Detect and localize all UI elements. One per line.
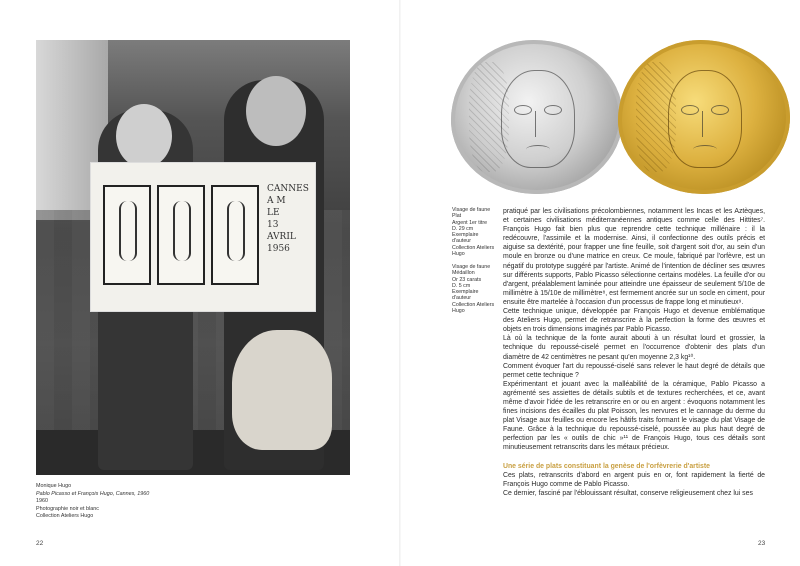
poster-text-line: CANNES xyxy=(267,184,309,194)
page-number-left: 22 xyxy=(36,540,44,547)
mouth xyxy=(693,145,717,154)
poster-panel xyxy=(157,185,205,285)
photo-caption xyxy=(36,483,236,521)
book-gutter xyxy=(399,0,401,566)
eye xyxy=(514,105,532,115)
poster-text-line: 13 xyxy=(267,220,279,230)
nose xyxy=(535,111,540,137)
faun-face xyxy=(501,70,575,168)
poster-figure xyxy=(173,201,191,261)
caption-line: Argent 1er titre xyxy=(452,219,488,226)
poster-text-line: AVRIL xyxy=(267,232,296,242)
caption-line: 1960 xyxy=(36,498,48,505)
caption-line: Plat xyxy=(452,213,462,220)
section-heading: Une série de plats constituant la genèse de l'orfèvrerie d'artiste xyxy=(503,462,711,470)
caption-line: Exemplaire xyxy=(452,232,479,239)
mouth xyxy=(526,145,550,154)
archival-photograph xyxy=(36,40,350,475)
body-text xyxy=(503,207,765,498)
body-paragraph: Ce dernier, fasciné par l'éblouissant résultat, conserve religieusement chez lui ses xyxy=(503,489,753,497)
head xyxy=(116,104,172,168)
caption-line: Collection Ateliers xyxy=(452,244,495,251)
caption-line: Hugo xyxy=(452,251,465,258)
faun-face xyxy=(668,70,742,168)
poster-figure xyxy=(119,201,137,261)
caption-line: Collection Ateliers Hugo xyxy=(36,513,94,520)
body-paragraph: pratiqué par les civilisations précolombiennes, notamment les Incas et les Aztèques, et certaines civilisations méditerranéennes antiques comme celle des Hittites⁷. François Hugo fait bien plus que reprendre cette technique millénaire : il la redécouvre, l'assimile et la modernise. Ainsi, il confectionne des outils précis et aiguise sa dextérité, pour frapper une fine feuille, soit d'argent soit d'or, au sein d'un moule en bronze ou d'une matrice en creux. Ce moule, fabriqué par l'orfèvre, est un négatif du prototype suggéré par l'artiste. Animé de l'intention de décliner ses œuvres sur différents supports, Pablo Picasso sélectionne certains modèles. La feuille d'or ou d'argent, préalablement laminée pour atteindre une épaisseur de seulement 5/10e de millimètre à 15/10e de millimètre⁸, est fermement ancrée sur un socle en ciment, pour ensuite être martelée à l'occasion d'un processus de frappe long et minutieux⁹. xyxy=(503,208,765,306)
body-paragraph: Comment évoquer l'art du repoussé-ciselé sans relever le haut degré de détails que permet cette technique ? xyxy=(503,362,765,379)
eye xyxy=(681,105,699,115)
poster-text-line: 1956 xyxy=(267,244,290,254)
poster-figure xyxy=(227,201,245,261)
eye xyxy=(544,105,562,115)
page-number-right: 23 xyxy=(758,540,766,547)
caption-gold-medallion xyxy=(452,264,498,314)
caption-line: Photographie noir et blanc xyxy=(36,505,99,512)
poster-panel xyxy=(103,185,151,285)
eye xyxy=(711,105,729,115)
held-poster xyxy=(90,162,316,312)
caption-line: Visage de faune xyxy=(452,264,491,270)
nose xyxy=(702,111,707,137)
caption-line: Or 23 carats xyxy=(452,276,482,283)
poster-panel xyxy=(211,185,259,285)
caption-line: D. 29 cm xyxy=(452,225,474,232)
caption-line: d'auteur xyxy=(452,295,471,302)
caption-line: d'auteur xyxy=(452,238,471,245)
body-paragraph: Là où la technique de la fonte aurait abouti à un résultat lourd et grossier, la technique du repoussé-ciselé permet en l'occurrence d'obtenir des plats d'un diamètre de 42 centimètres ne pesant qu'en moyenne 2,3 kg¹⁰. xyxy=(503,335,765,361)
silver-plate-image xyxy=(451,40,623,194)
body-paragraph: Expérimentant et jouant avec la malléabilité de la céramique, Pablo Picasso a agrémenté ses assiettes de détails subtils et de textures recherchées, et ce, avant même d'avoir l'idée de les retranscrire en or ou en argent : évoquons notamment les fines incisions des écailles du plat Poisson, les nervures et le cannage du derme du plat Visage aux feuilles ou encore les hâtifs traits formant le visage du plat Visage de Faune. Grâce à la technique du repoussé-ciselé, poussée au plus haut degré de perfection par les « outils de chic »¹¹ de François Hugo, tous ces détails sont minutieusement retranscrits dans les métaux précieux. xyxy=(503,380,765,452)
caption-line: Médaillon xyxy=(452,270,475,277)
caption-line: Monique Hugo xyxy=(36,483,72,489)
poster-text-line: A M xyxy=(267,196,286,206)
caption-line: Hugo xyxy=(452,308,465,315)
caption-line: Pablo Picasso et François Hugo, Cannes, 1960 xyxy=(36,490,150,497)
poster-text-line: LE xyxy=(267,208,280,218)
poster-handwriting xyxy=(267,183,309,273)
dog xyxy=(232,330,332,450)
caption-line: Exemplaire xyxy=(452,289,479,296)
caption-line: D. 5 cm xyxy=(452,282,471,289)
head xyxy=(246,76,306,146)
gold-medallion-image xyxy=(618,40,790,194)
body-paragraph: Cette technique unique, développée par François Hugo et devenue emblématique des Ateliers Hugo, permet de retranscrire à la perfection la forme des œuvres et objets en trois dimensions imaginés par Pablo Picasso. xyxy=(503,308,765,334)
body-paragraph: Ces plats, retranscrits d'abord en argent puis en or, font rapidement la fierté de François Hugo comme de Pablo Picasso. xyxy=(503,471,765,488)
caption-line: Visage de faune xyxy=(452,207,491,213)
caption-line: Collection Ateliers xyxy=(452,301,495,308)
caption-silver-plate xyxy=(452,207,498,257)
